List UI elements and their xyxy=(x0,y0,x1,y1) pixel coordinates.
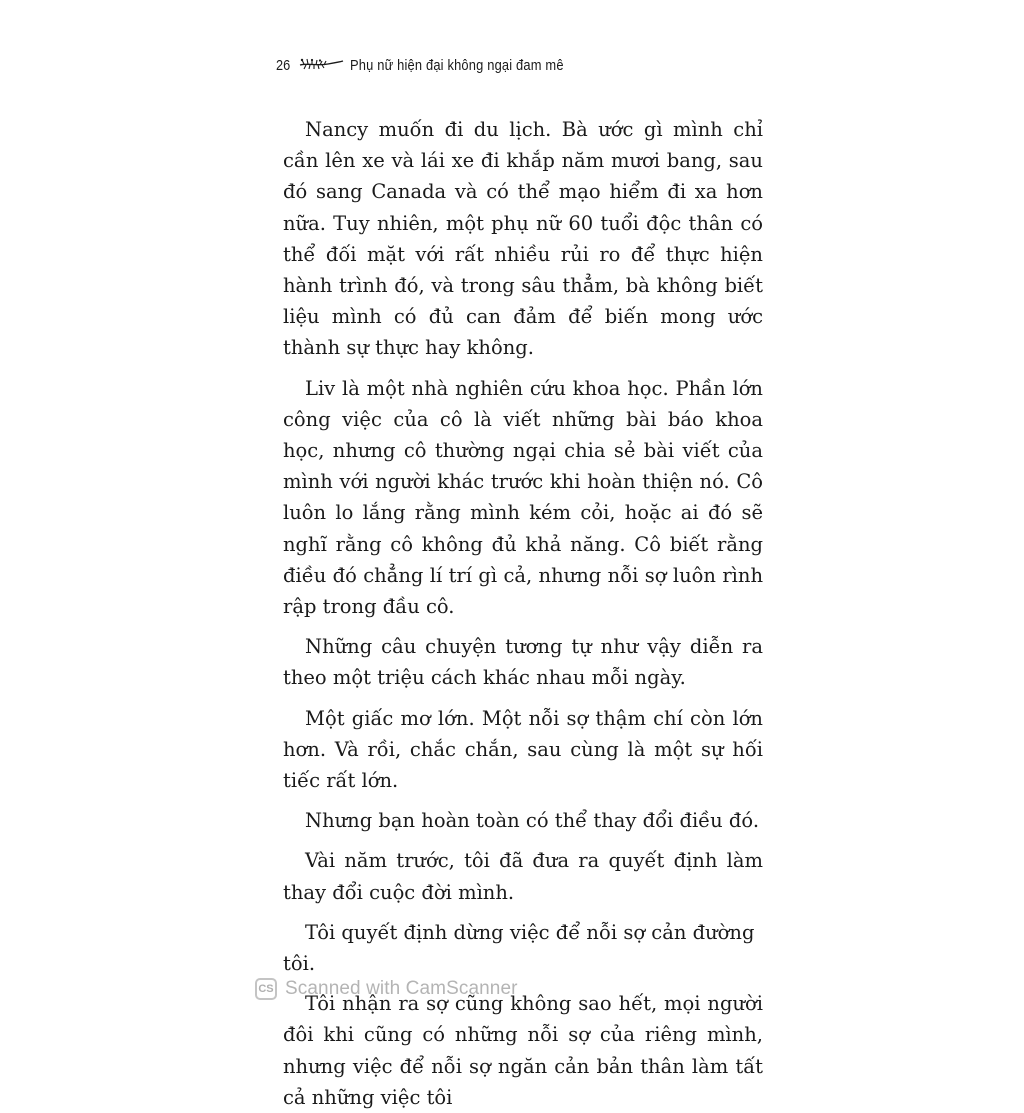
paragraph: Vài năm trước, tôi đã đưa ra quyết định làm thay đổi cuộc đời mình. xyxy=(283,849,763,904)
body-text xyxy=(283,114,763,1113)
running-title: Phụ nữ hiện đại không ngại đam mê xyxy=(350,56,564,74)
paragraph: Nancy muốn đi du lịch. Bà ước gì mình chỉ cần lên xe và lái xe đi khắp năm mươi bang, sau đó sang Canada và có thể mạo hiểm đi xa hơn nữa. Tuy nhiên, một phụ nữ 60 tuổi độc thân có thể đối mặt với rất nhiều rủi ro để thực hiện hành trình đó, và trong sâu thẳm, bà không biết liệu mình có đủ can đảm để biến mong ước thành sự thực hay không. xyxy=(283,118,763,360)
camscanner-logo-icon: CS xyxy=(255,978,277,1000)
watermark-text: Scanned with CamScanner xyxy=(285,978,518,999)
paragraph: Một giấc mơ lớn. Một nỗi sợ thậm chí còn lớn hơn. Và rồi, chắc chắn, sau cùng là một sự hối tiếc rất lớn. xyxy=(283,706,763,793)
scanner-watermark xyxy=(255,978,518,1000)
paragraph: Tôi nhận ra sợ cũng không sao hết, mọi người đôi khi cũng có những nỗi sợ của riêng mình, nhưng việc để nỗi sợ ngăn cản bản thân làm tất cả những việc tôi xyxy=(283,992,763,1109)
vine-ornament-icon xyxy=(298,56,344,75)
paragraph: Liv là một nhà nghiên cứu khoa học. Phần lớn công việc của cô là viết những bài báo khoa học, nhưng cô thường ngại chia sẻ bài viết của mình với người khác trước khi hoàn thiện nó. Cô luôn lo lắng rằng mình kém cỏi, hoặc ai đó sẽ nghĩ rằng cô không đủ khả năng. Cô biết rằng điều đó chẳng lí trí gì cả, nhưng nỗi sợ luôn rình rập trong đầu cô. xyxy=(283,376,763,619)
page-header xyxy=(276,54,598,76)
paragraph: Những câu chuyện tương tự như vậy diễn ra theo một triệu cách khác nhau mỗi ngày. xyxy=(283,635,763,690)
paragraph: Tôi quyết định dừng việc để nỗi sợ cản đường tôi. xyxy=(283,920,755,976)
paragraph: Nhưng bạn hoàn toàn có thể thay đổi điều đó. xyxy=(305,809,760,833)
page-number: 26 xyxy=(276,56,291,74)
